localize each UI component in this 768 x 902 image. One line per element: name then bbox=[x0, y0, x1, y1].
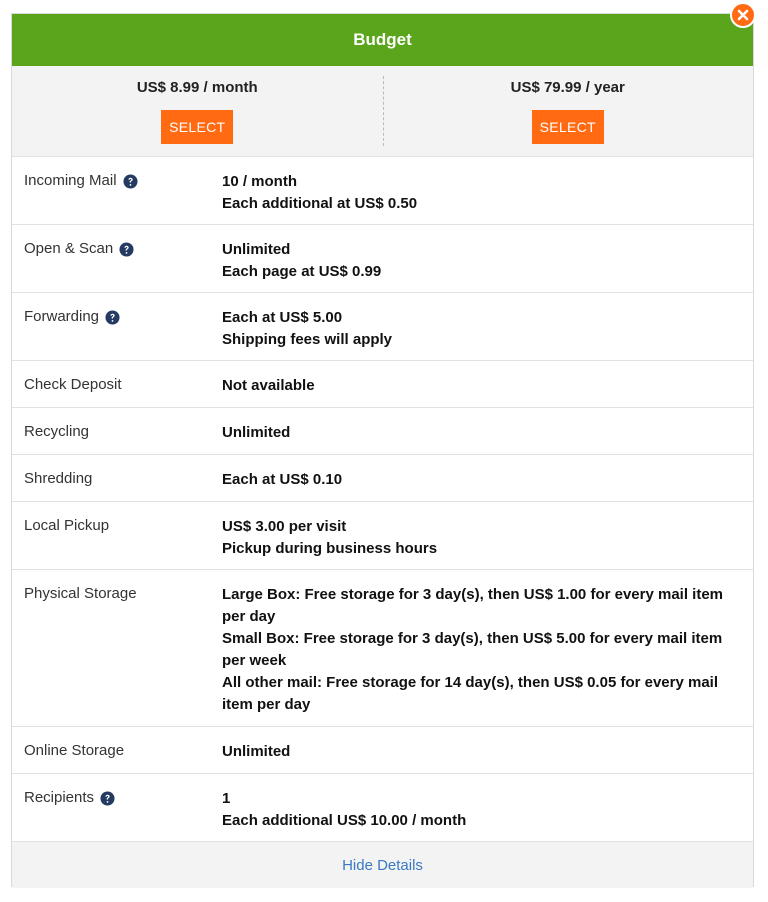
feature-value: 1 bbox=[222, 790, 231, 807]
feature-row bbox=[12, 570, 753, 727]
feature-value-cell bbox=[210, 225, 753, 292]
details-footer bbox=[12, 842, 753, 888]
yearly-price: US$ 79.99 / year bbox=[510, 79, 625, 96]
feature-row bbox=[12, 225, 753, 293]
feature-value: Each at US$ 0.10 bbox=[222, 471, 343, 488]
feature-value: All other mail: Free storage for 14 day(s), then US$ 0.05 for every mail item per day bbox=[222, 674, 719, 713]
feature-value-cell bbox=[210, 727, 753, 773]
feature-value-cell bbox=[210, 361, 753, 407]
feature-value: Each page at US$ 0.99 bbox=[222, 263, 382, 280]
feature-value-cell bbox=[210, 408, 753, 454]
feature-value: Each at US$ 5.00 bbox=[222, 309, 343, 326]
feature-label-cell bbox=[12, 408, 210, 454]
feature-value: Large Box: Free storage for 3 day(s), then US$ 1.00 for every mail item per day bbox=[222, 586, 724, 625]
feature-value-cell bbox=[210, 774, 753, 841]
hide-details-link[interactable]: Hide Details bbox=[342, 856, 423, 874]
feature-row bbox=[12, 727, 753, 774]
question-circle-icon[interactable] bbox=[119, 242, 134, 257]
feature-row bbox=[12, 455, 753, 502]
feature-value-cell bbox=[210, 570, 753, 726]
feature-label: Forwarding bbox=[24, 308, 100, 325]
feature-value: Unlimited bbox=[222, 241, 291, 258]
close-icon bbox=[737, 9, 749, 21]
plan-title: Budget bbox=[12, 14, 753, 66]
feature-value: Shipping fees will apply bbox=[222, 331, 393, 348]
select-yearly-button[interactable]: SELECT bbox=[532, 110, 604, 144]
features-table bbox=[12, 157, 753, 842]
feature-label: Online Storage bbox=[24, 742, 125, 759]
feature-value: Each additional US$ 10.00 / month bbox=[222, 812, 467, 829]
feature-value: 10 / month bbox=[222, 173, 298, 190]
feature-value: Each additional at US$ 0.50 bbox=[222, 195, 418, 212]
feature-label: Recycling bbox=[24, 423, 90, 440]
feature-label-cell bbox=[12, 774, 210, 841]
feature-label: Incoming Mail bbox=[24, 172, 117, 189]
feature-label-cell bbox=[12, 225, 210, 292]
feature-label: Shredding bbox=[24, 470, 93, 487]
feature-row bbox=[12, 293, 753, 361]
feature-value: Pickup during business hours bbox=[222, 540, 438, 557]
feature-row bbox=[12, 408, 753, 455]
feature-label-cell bbox=[12, 157, 210, 224]
feature-value-cell bbox=[210, 455, 753, 501]
feature-label: Recipients bbox=[24, 789, 95, 806]
feature-value: Unlimited bbox=[222, 743, 291, 760]
yearly-option bbox=[383, 66, 754, 156]
feature-row bbox=[12, 361, 753, 408]
question-circle-icon[interactable] bbox=[100, 791, 115, 806]
feature-label-cell bbox=[12, 502, 210, 569]
feature-label: Local Pickup bbox=[24, 517, 110, 534]
feature-value: US$ 3.00 per visit bbox=[222, 518, 347, 535]
question-circle-icon[interactable] bbox=[105, 310, 120, 325]
question-circle-icon[interactable] bbox=[123, 174, 138, 189]
close-button[interactable] bbox=[730, 2, 756, 28]
feature-value: Not available bbox=[222, 377, 315, 394]
feature-label-cell bbox=[12, 455, 210, 501]
feature-value: Unlimited bbox=[222, 424, 291, 441]
feature-label-cell bbox=[12, 570, 210, 726]
select-monthly-button[interactable]: SELECT bbox=[161, 110, 233, 144]
feature-label: Physical Storage bbox=[24, 585, 137, 602]
feature-value: Small Box: Free storage for 3 day(s), then US$ 5.00 for every mail item per week bbox=[222, 630, 723, 669]
price-divider bbox=[383, 76, 384, 146]
feature-value-cell bbox=[210, 157, 753, 224]
feature-label: Open & Scan bbox=[24, 240, 114, 257]
feature-row bbox=[12, 502, 753, 570]
feature-row bbox=[12, 157, 753, 225]
feature-label-cell bbox=[12, 361, 210, 407]
feature-row bbox=[12, 774, 753, 842]
plan-details-card bbox=[11, 13, 754, 887]
feature-label-cell bbox=[12, 293, 210, 360]
feature-label-cell bbox=[12, 727, 210, 773]
monthly-price: US$ 8.99 / month bbox=[136, 79, 258, 96]
feature-label: Check Deposit bbox=[24, 376, 122, 393]
feature-value-cell bbox=[210, 502, 753, 569]
monthly-option bbox=[12, 66, 383, 156]
feature-value-cell bbox=[210, 293, 753, 360]
pricing-options bbox=[12, 66, 753, 157]
